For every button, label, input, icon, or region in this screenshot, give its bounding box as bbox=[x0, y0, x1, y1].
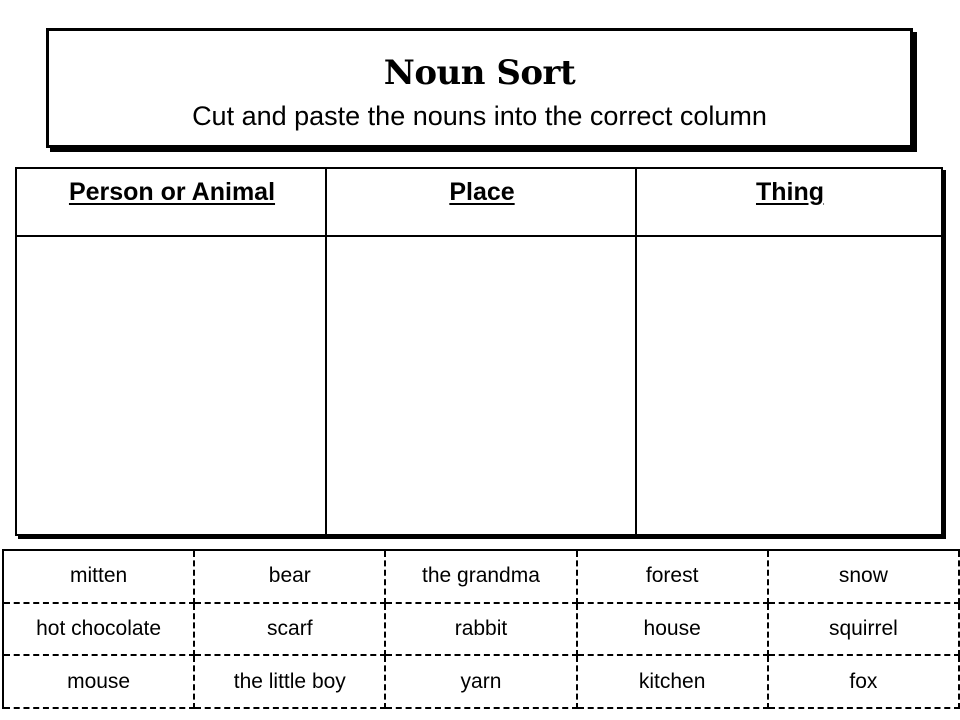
column-header-person-animal bbox=[17, 169, 327, 237]
sort-table bbox=[15, 167, 943, 536]
column-divider bbox=[325, 169, 327, 534]
instructions: Cut and paste the nouns into the correct column bbox=[192, 101, 767, 131]
word-card[interactable]: rabbit bbox=[385, 603, 576, 656]
word-card[interactable]: the little boy bbox=[194, 655, 385, 708]
word-card[interactable]: hot chocolate bbox=[3, 603, 194, 656]
column-label: Person or Animal bbox=[68, 178, 276, 206]
word-bank bbox=[2, 549, 960, 709]
word-card[interactable]: snow bbox=[768, 550, 959, 603]
word-card[interactable]: forest bbox=[577, 550, 768, 603]
word-card[interactable]: house bbox=[577, 603, 768, 656]
word-card[interactable]: yarn bbox=[385, 655, 576, 708]
word-card[interactable]: mouse bbox=[3, 655, 194, 708]
column-header-place bbox=[327, 169, 637, 237]
word-card[interactable]: the grandma bbox=[385, 550, 576, 603]
column-label: Place bbox=[449, 178, 515, 206]
word-row bbox=[3, 603, 959, 656]
word-card[interactable]: bear bbox=[194, 550, 385, 603]
word-card[interactable]: kitchen bbox=[577, 655, 768, 708]
word-card[interactable]: squirrel bbox=[768, 603, 959, 656]
word-row bbox=[3, 550, 959, 603]
word-card[interactable]: mitten bbox=[3, 550, 194, 603]
column-header-thing bbox=[637, 169, 943, 237]
title-box bbox=[46, 28, 913, 148]
column-divider bbox=[635, 169, 637, 534]
column-label: Thing bbox=[755, 178, 825, 206]
drop-zone-thing[interactable] bbox=[637, 237, 943, 534]
drop-zone-place[interactable] bbox=[327, 237, 635, 534]
word-card[interactable]: scarf bbox=[194, 603, 385, 656]
word-row bbox=[3, 655, 959, 708]
word-card[interactable]: fox bbox=[768, 655, 959, 708]
page-title: Noun Sort bbox=[383, 53, 576, 93]
drop-zone-person-animal[interactable] bbox=[17, 237, 325, 534]
